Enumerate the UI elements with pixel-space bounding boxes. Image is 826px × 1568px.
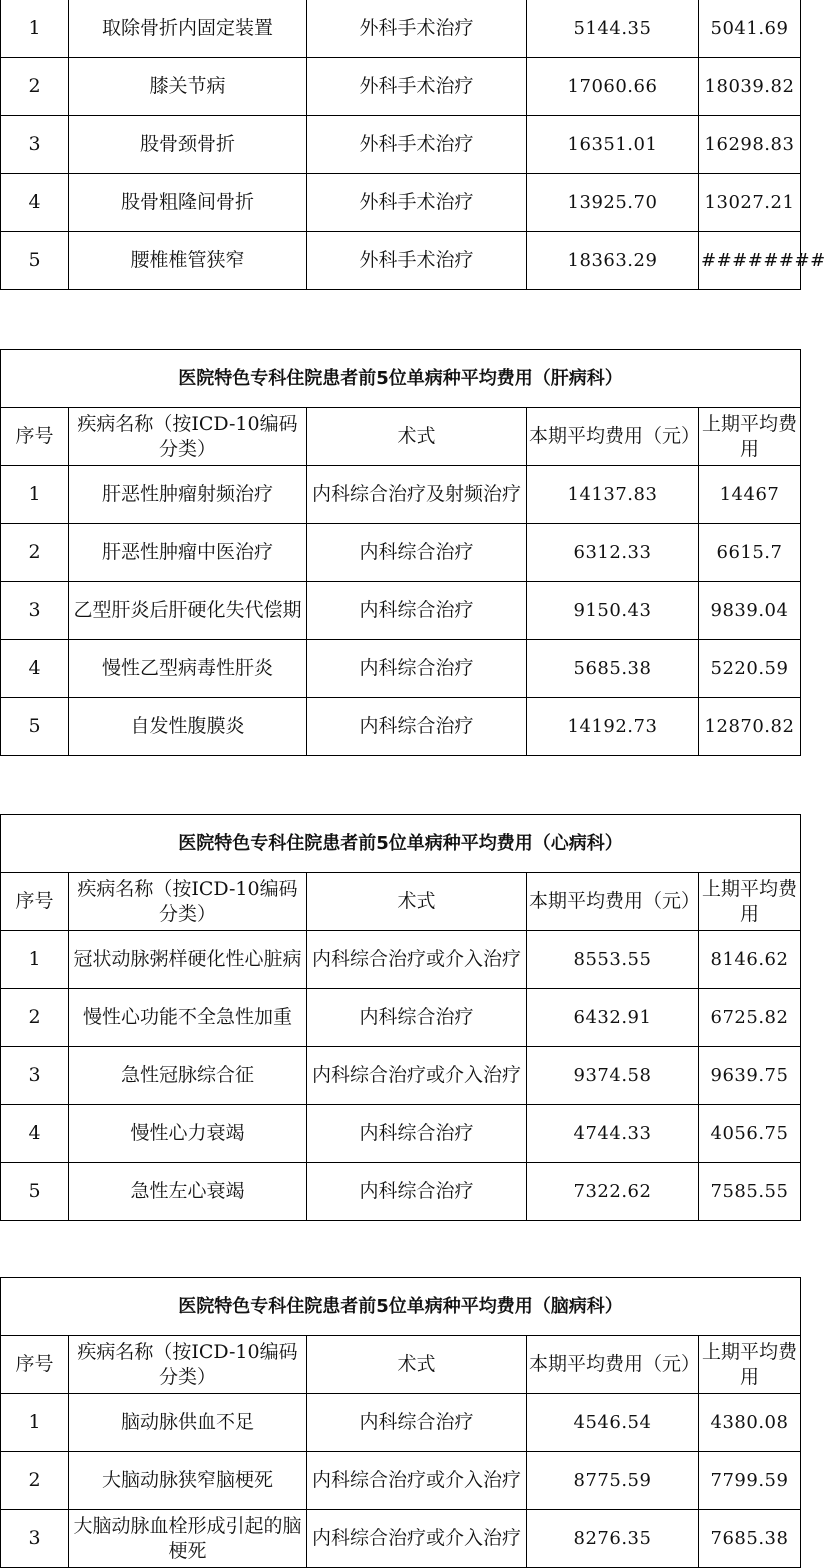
disease-name: 慢性心力衰竭 [69,1105,307,1163]
previous-avg-fee: 12870.82 [699,698,801,756]
previous-avg-fee: 6615.7 [699,524,801,582]
previous-avg-fee: 6725.82 [699,989,801,1047]
table-title: 医院特色专科住院患者前5位单病种平均费用（肝病科） [1,350,801,408]
current-avg-fee: 4744.33 [527,1105,699,1163]
header-seq: 序号 [1,408,69,466]
row-number: 2 [1,524,69,582]
treatment-method: 内科综合治疗 [307,524,527,582]
table-row [1,640,801,698]
table-row [1,0,801,58]
disease-name: 腰椎椎管狭窄 [69,232,307,290]
fee-table-heart [0,814,801,1221]
disease-name: 股骨颈骨折 [69,116,307,174]
row-number: 3 [1,1047,69,1105]
treatment-method: 内科综合治疗 [307,989,527,1047]
disease-name: 慢性乙型病毒性肝炎 [69,640,307,698]
disease-name: 股骨粗隆间骨折 [69,174,307,232]
row-number: 5 [1,232,69,290]
previous-avg-fee: 5041.69 [699,0,801,58]
table-row [1,58,801,116]
disease-name: 大脑动脉狭窄脑梗死 [69,1452,307,1510]
table-row [1,174,801,232]
disease-name: 肝恶性肿瘤射频治疗 [69,466,307,524]
table-title: 医院特色专科住院患者前5位单病种平均费用（心病科） [1,815,801,873]
previous-avg-fee: 7585.55 [699,1163,801,1221]
disease-name: 取除骨折内固定装置 [69,0,307,58]
current-avg-fee: 16351.01 [527,116,699,174]
treatment-method: 内科综合治疗或介入治疗 [307,1510,527,1568]
disease-name: 肝恶性肿瘤中医治疗 [69,524,307,582]
row-number: 1 [1,466,69,524]
row-number: 1 [1,1394,69,1452]
treatment-method: 内科综合治疗或介入治疗 [307,931,527,989]
table-header-row [1,873,801,931]
row-number: 1 [1,931,69,989]
treatment-method: 外科手术治疗 [307,232,527,290]
current-avg-fee: 8775.59 [527,1452,699,1510]
current-avg-fee: 9150.43 [527,582,699,640]
previous-avg-fee: 5220.59 [699,640,801,698]
disease-name: 慢性心功能不全急性加重 [69,989,307,1047]
current-avg-fee: 5144.35 [527,0,699,58]
header-current: 本期平均费用（元） [527,408,699,466]
treatment-method: 内科综合治疗 [307,1105,527,1163]
treatment-method: 内科综合治疗 [307,640,527,698]
header-seq: 序号 [1,873,69,931]
previous-avg-fee: 4056.75 [699,1105,801,1163]
current-avg-fee: 9374.58 [527,1047,699,1105]
treatment-method: 内科综合治疗 [307,698,527,756]
header-current: 本期平均费用（元） [527,873,699,931]
current-avg-fee: 14192.73 [527,698,699,756]
row-number: 2 [1,58,69,116]
previous-avg-fee: 9639.75 [699,1047,801,1105]
header-current: 本期平均费用（元） [527,1336,699,1394]
header-method: 术式 [307,1336,527,1394]
table-row [1,524,801,582]
table-row [1,1452,801,1510]
treatment-method: 外科手术治疗 [307,116,527,174]
fee-table-liver [0,349,801,756]
table-row [1,466,801,524]
table-row [1,582,801,640]
row-number: 3 [1,116,69,174]
table-row [1,1047,801,1105]
current-avg-fee: 8553.55 [527,931,699,989]
treatment-method: 内科综合治疗 [307,582,527,640]
header-disease: 疾病名称（按ICD-10编码分类） [69,873,307,931]
current-avg-fee: 4546.54 [527,1394,699,1452]
current-avg-fee: 18363.29 [527,232,699,290]
disease-name: 乙型肝炎后肝硬化失代偿期 [69,582,307,640]
treatment-method: 内科综合治疗及射频治疗 [307,466,527,524]
table-row [1,931,801,989]
previous-avg-fee: 14467 [699,466,801,524]
row-number: 2 [1,1452,69,1510]
table-title: 医院特色专科住院患者前5位单病种平均费用（脑病科） [1,1278,801,1336]
header-previous: 上期平均费用 [699,1336,801,1394]
row-number: 4 [1,640,69,698]
header-disease: 疾病名称（按ICD-10编码分类） [69,1336,307,1394]
current-avg-fee: 7322.62 [527,1163,699,1221]
row-number: 1 [1,0,69,58]
treatment-method: 内科综合治疗 [307,1163,527,1221]
current-avg-fee: 5685.38 [527,640,699,698]
previous-avg-fee: 4380.08 [699,1394,801,1452]
disease-name: 急性左心衰竭 [69,1163,307,1221]
treatment-method: 内科综合治疗或介入治疗 [307,1452,527,1510]
current-avg-fee: 6432.91 [527,989,699,1047]
header-seq: 序号 [1,1336,69,1394]
previous-avg-fee: ######## [699,232,801,290]
previous-avg-fee: 7685.38 [699,1510,801,1568]
disease-name: 冠状动脉粥样硬化性心脏病 [69,931,307,989]
table-row [1,1510,801,1568]
current-avg-fee: 6312.33 [527,524,699,582]
table-row [1,989,801,1047]
table-row [1,232,801,290]
header-previous: 上期平均费用 [699,408,801,466]
row-number: 3 [1,1510,69,1568]
current-avg-fee: 14137.83 [527,466,699,524]
previous-avg-fee: 18039.82 [699,58,801,116]
disease-name: 急性冠脉综合征 [69,1047,307,1105]
row-number: 3 [1,582,69,640]
table-header-row [1,408,801,466]
table-row [1,116,801,174]
table-header-row [1,1336,801,1394]
treatment-method: 外科手术治疗 [307,58,527,116]
table-row [1,698,801,756]
current-avg-fee: 8276.35 [527,1510,699,1568]
current-avg-fee: 13925.70 [527,174,699,232]
previous-avg-fee: 8146.62 [699,931,801,989]
table-row [1,1394,801,1452]
disease-name: 大脑动脉血栓形成引起的脑梗死 [69,1510,307,1568]
treatment-method: 内科综合治疗 [307,1394,527,1452]
disease-name: 膝关节病 [69,58,307,116]
previous-avg-fee: 9839.04 [699,582,801,640]
treatment-method: 外科手术治疗 [307,174,527,232]
header-disease: 疾病名称（按ICD-10编码分类） [69,408,307,466]
header-method: 术式 [307,408,527,466]
row-number: 4 [1,174,69,232]
previous-avg-fee: 13027.21 [699,174,801,232]
table-row [1,1163,801,1221]
table-row [1,1105,801,1163]
previous-avg-fee: 7799.59 [699,1452,801,1510]
treatment-method: 外科手术治疗 [307,0,527,58]
row-number: 2 [1,989,69,1047]
header-previous: 上期平均费用 [699,873,801,931]
row-number: 5 [1,1163,69,1221]
fee-table-brain [0,1277,801,1568]
disease-name: 脑动脉供血不足 [69,1394,307,1452]
current-avg-fee: 17060.66 [527,58,699,116]
row-number: 5 [1,698,69,756]
treatment-method: 内科综合治疗或介入治疗 [307,1047,527,1105]
previous-avg-fee: 16298.83 [699,116,801,174]
disease-name: 自发性腹膜炎 [69,698,307,756]
header-method: 术式 [307,873,527,931]
row-number: 4 [1,1105,69,1163]
fee-table-continued [0,0,826,290]
